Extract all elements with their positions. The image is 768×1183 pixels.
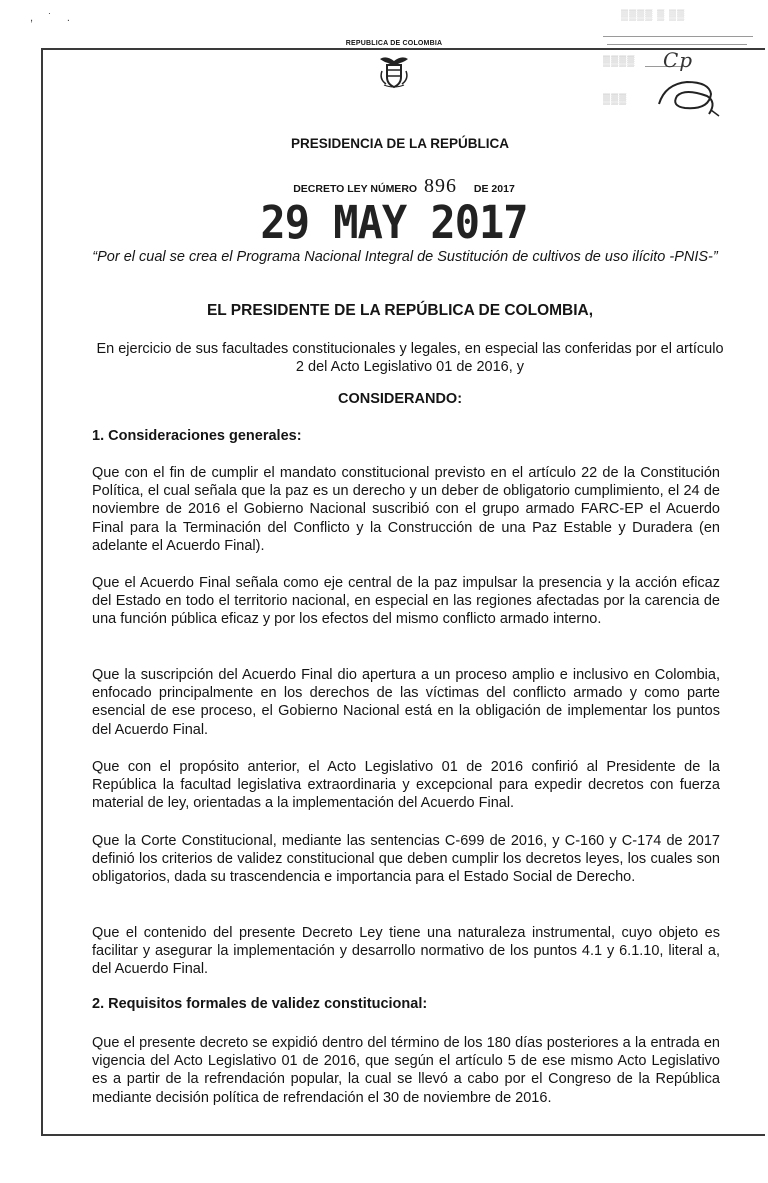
paragraph: Que con el fin de cumplir el mandato constitucional previsto en el artículo 22 de la Constitución Política, el cual señala que la paz es un derecho y un deber de obligatorio cumplimiento, el 24 de noviembre de 2016 el Gobierno Nacional suscribió con el grupo armado FARC-EP el Acuerdo Final para la Terminación del Conflicto y la Construcción de una Paz Estable y Duradera (en adelante el Acuerdo Final). xyxy=(92,465,720,554)
paragraph: Que con el propósito anterior, el Acto Legislativo 01 de 2016 confirió al Presidente de la República la facultad legislativa extraordinaria y excepcional para expedir decretos con fuerza material de ley, orientadas a la implementación del Acuerdo Final. xyxy=(92,759,720,812)
signature-icon xyxy=(651,70,723,120)
decree-number-line xyxy=(0,175,768,198)
paragraph: Que la Corte Constitucional, mediante las sentencias C-699 de 2016, y C-160 y C-174 de 2017 definió los criterios de validez constitucional que deben cumplir los decretos leyes, los cuales son obligatorios, dada su trascendencia e importancia para el Estado Social de Derecho. xyxy=(92,833,720,886)
faculties-paragraph: En ejercicio de sus facultades constitucionales y legales, en especial las conferidas por el artículo 2 del Acto Legislativo 01 de 2016, y xyxy=(96,341,724,375)
handwritten-annotation: Cp xyxy=(663,48,694,72)
president-title: EL PRESIDENTE DE LA REPÚBLICA DE COLOMBIA, xyxy=(206,302,594,319)
scan-marks: , ˙ . xyxy=(30,12,76,24)
decree-prefix: DECRETO LEY NÚMERO xyxy=(293,183,418,195)
received-stamp: ▒▒▒▒ ▒ ▒▒ ▒▒▒▒ Cp ▒▒▒ xyxy=(603,8,763,128)
coat-of-arms-icon xyxy=(376,53,412,89)
date-stamp: 29 MAY 2017 xyxy=(260,196,528,249)
paragraph: Que el presente decreto se expidió dentro del término de los 180 días posteriores a la entrada en vigencia del Acto Legislativo 01 de 2016, que según el artículo 5 de ese mismo Acto Legislativo es a partir de la refrendación popular, la cual se llevó a cabo por el Congreso de la República mediante decisión política de refrendación el 30 de noviembre de 2016. xyxy=(92,1035,720,1106)
decree-subtitle: “Por el cual se crea el Programa Nacional Integral de Sustitución de cultivos de uso ilícito -PNIS-” xyxy=(92,249,718,265)
decree-number: 896 xyxy=(424,175,457,197)
decree-suffix: DE 2017 xyxy=(473,183,515,195)
paragraph: Que la suscripción del Acuerdo Final dio apertura a un proceso amplio e inclusivo en Colombia, enfocado principalmente en los derechos de las víctimas del conflicto armado y como parte esencial de ese proceso, el Gobierno Nacional está en la obligación de implementar los puntos del Acuerdo Final. xyxy=(92,667,720,738)
considering-heading: CONSIDERANDO: xyxy=(337,391,463,407)
paragraph: Que el Acuerdo Final señala como eje central de la paz impulsar la presencia y la acción eficaz del Estado en todo el territorio nacional, en especial en las regiones afectadas por la carencia de una función pública eficaz y por los efectos del mismo conflicto armado interno. xyxy=(92,575,720,628)
paragraph: Que el contenido del presente Decreto Ley tiene una naturaleza instrumental, cuyo objeto es facilitar y asegurar la implementación y desarrollo normativo de los puntos 4.1 y 6.1.10, literal a, del Acuerdo Final. xyxy=(92,925,720,978)
section-heading: 2. Requisitos formales de validez constitucional: xyxy=(92,996,428,1012)
issuing-office: PRESIDENCIA DE LA REPÚBLICA xyxy=(290,136,510,151)
section-heading: 1. Consideraciones generales: xyxy=(92,428,302,444)
republic-label: REPUBLICA DE COLOMBIA xyxy=(345,40,443,47)
